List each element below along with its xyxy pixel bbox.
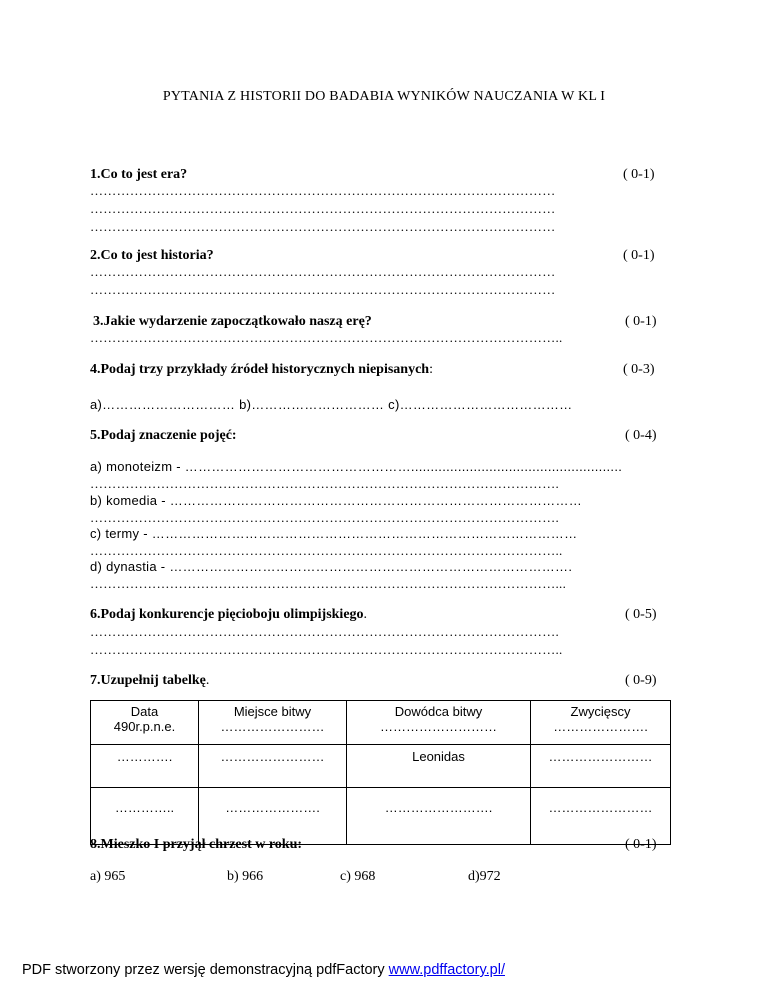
option-d: d)972 — [468, 869, 501, 884]
cell-date: Data 490r.p.n.e. — [113, 704, 176, 734]
question-8-points: ( 0-1) — [625, 837, 657, 852]
question-7-period: . — [205, 673, 210, 688]
question-3-points: ( 0-1) — [625, 314, 657, 329]
question-2: 2.Co to jest historia? — [90, 248, 214, 263]
question-6 — [90, 607, 367, 623]
answer-line: ……………………………………………………………………………………………. — [90, 510, 560, 525]
table-row — [91, 788, 671, 845]
question-6-period: . — [363, 607, 368, 622]
term-komedia: b) komedia - ………………………………………………………………………………… — [90, 493, 583, 508]
answer-line: ……………………………………………………………………………………………... — [90, 576, 567, 591]
table-cell: ………….. — [91, 788, 199, 845]
table-cell: …………………. — [199, 788, 347, 845]
question-4-colon: : — [429, 362, 433, 377]
question-7 — [90, 673, 209, 689]
question-4-points: ( 0-3) — [623, 362, 655, 377]
cell-winner: Zwycięscy …………………. — [553, 704, 648, 734]
question-5: 5.Podaj znaczenie pojęć: — [90, 428, 237, 443]
option-b: b) 966 — [227, 869, 264, 884]
question-6-text: 6.Podaj konkurencje pięcioboju olimpijskiego — [90, 607, 364, 622]
table-cell: …………………… — [531, 745, 671, 788]
question-5-points: ( 0-4) — [625, 428, 657, 443]
term-termy: c) termy - …………………………………………………………………………………… — [90, 526, 578, 541]
footer-text: PDF stworzony przez wersję demonstracyjną pdfFactory — [22, 962, 389, 978]
table-cell — [347, 701, 531, 745]
option-a: a) 965 — [90, 869, 126, 884]
page-title: PYTANIA Z HISTORII DO BADABIA WYNIKÓW NAUCZANIA W KL I — [162, 89, 606, 104]
table-row — [91, 745, 671, 788]
question-7-points: ( 0-9) — [625, 673, 657, 688]
question-1: 1.Co to jest era? — [90, 167, 188, 182]
answer-line: …………………………………………………………………………………………….. — [90, 543, 563, 558]
option-c: c) 968 — [340, 869, 376, 884]
table-cell: …………………… — [531, 788, 671, 845]
answer-line: …………………………………………………………………………………………… — [90, 201, 556, 216]
question-4 — [90, 362, 433, 378]
answer-line: …………………………………………………………………………………………… — [90, 183, 556, 198]
question-3: 3.Jakie wydarzenie zapoczątkowało naszą erę? — [93, 314, 372, 329]
question-7-text: 7.Uzupełnij tabelkę — [90, 673, 206, 688]
question-2-points: ( 0-1) — [623, 248, 655, 263]
term-dynastia: d) dynastia - ………………………………………………………………………………. — [90, 559, 573, 574]
answer-line: …………………………………………………………………………………………….. — [90, 642, 563, 657]
table-cell — [91, 701, 199, 745]
cell-commander: Dowódca bitwy ……………………… — [380, 704, 497, 734]
pdf-footer — [22, 962, 505, 978]
answer-line: …………………………………………………………………………………………… — [90, 219, 556, 234]
answer-line: ……………………………………………………………………………………………. — [90, 624, 560, 639]
table-cell — [531, 701, 671, 745]
answer-line: …………………………………………………………………………………………… — [90, 264, 556, 279]
battle-table — [90, 700, 671, 845]
pdffactory-link[interactable]: www.pdffactory.pl/ — [388, 962, 505, 978]
table-cell: Leonidas — [347, 745, 531, 788]
term-monoteizm: a) monoteizm - ……………………………………………...................................................... — [90, 459, 623, 474]
answer-line: …………………………………………………………………………………………….. — [90, 330, 563, 345]
table-row — [91, 701, 671, 745]
question-1-points: ( 0-1) — [623, 167, 655, 182]
answer-line: ……………………………………………………………………………………………. — [90, 476, 560, 491]
table-cell: …………………… — [199, 745, 347, 788]
question-8: 8.Mieszko I przyjął chrzest w roku: — [90, 837, 303, 852]
question-4-answer: a)………………………… b)………………………… c)………………………………… — [90, 397, 573, 412]
answer-line: …………………………………………………………………………………………… — [90, 282, 556, 297]
table-cell: …………. — [91, 745, 199, 788]
question-6-points: ( 0-5) — [625, 607, 657, 622]
table-cell — [199, 701, 347, 745]
cell-place: Miejsce bitwy …………………… — [220, 704, 325, 734]
table-cell: ……………………. — [347, 788, 531, 845]
question-4-text: 4.Podaj trzy przykłady źródeł historycznych niepisanych — [90, 362, 430, 377]
